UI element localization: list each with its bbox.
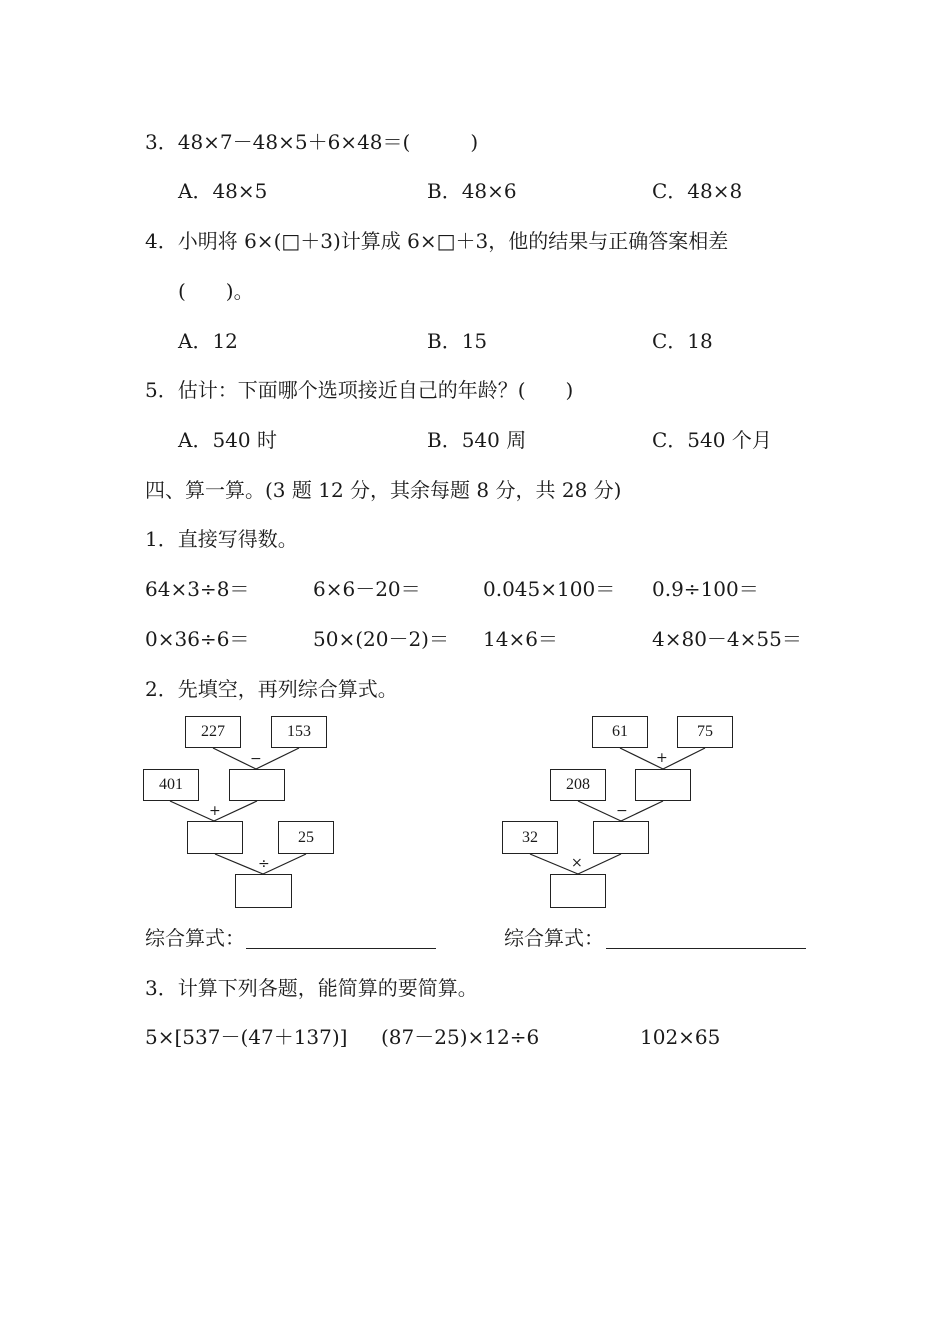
oral-calc-item: 14×6＝ <box>483 627 558 651</box>
tree-left-answer-box-3[interactable] <box>235 874 292 908</box>
tree-left-box-227: 227 <box>185 716 241 748</box>
tree-left-box-153: 153 <box>271 716 327 748</box>
oral-calc-item: 50×(20－2)＝ <box>313 627 449 651</box>
oral-calc-item: 6×6－20＝ <box>313 577 421 601</box>
tree-right-answer-box-2[interactable] <box>593 821 649 854</box>
tree-left-answer-box-1[interactable] <box>229 769 285 801</box>
section-title: 四、算一算。(3 题 12 分，其余每题 8 分，共 28 分) <box>145 478 622 502</box>
calc-item: 5×[537－(47＋137)] <box>145 1025 348 1049</box>
tree-right-box-75: 75 <box>677 716 733 748</box>
tree-left-box-401: 401 <box>143 769 199 801</box>
tree-right-box-208: 208 <box>550 769 606 801</box>
tree-left-box-25: 25 <box>278 821 334 854</box>
left-formula-answer-line[interactable] <box>246 928 436 949</box>
q4-stem-answer-blank: ( )。 <box>178 279 254 303</box>
tree-left-op-divide: ÷ <box>258 856 270 872</box>
oral-calc-item: 4×80－4×55＝ <box>652 627 802 651</box>
tree-right-answer-box-1[interactable] <box>635 769 691 801</box>
tree-right-box-32: 32 <box>502 821 558 854</box>
tree-right-op-minus: − <box>616 803 628 819</box>
oral-calc-item: 0×36÷6＝ <box>145 627 250 651</box>
tree-left-op-minus: − <box>250 751 262 767</box>
left-formula-label: 综合算式： <box>145 926 245 950</box>
q3-option-a[interactable]: A．48×5 <box>178 179 268 203</box>
q5-option-a[interactable]: A．540 时 <box>178 428 277 452</box>
calc-item: (87－25)×12÷6 <box>381 1025 540 1049</box>
q4-option-c[interactable]: C．18 <box>652 329 713 353</box>
tree-right-op-plus: + <box>656 750 668 766</box>
q3-option-c[interactable]: C．48×8 <box>652 179 743 203</box>
part1-title: 1．直接写得数。 <box>145 527 298 551</box>
part2-title: 2．先填空，再列综合算式。 <box>145 677 398 701</box>
calc-item: 102×65 <box>640 1025 721 1049</box>
tree-right-op-times: × <box>571 855 583 871</box>
q4-stem: 4．小明将 6×(□＋3)计算成 6×□＋3，他的结果与正确答案相差 <box>145 229 729 253</box>
q5-option-b[interactable]: B．540 周 <box>427 428 527 452</box>
q4-option-a[interactable]: A．12 <box>178 329 238 353</box>
q4-option-b[interactable]: B．15 <box>427 329 488 353</box>
oral-calc-item: 0.045×100＝ <box>483 577 616 601</box>
tree-left-op-plus: + <box>209 803 221 819</box>
q5-option-c[interactable]: C．540 个月 <box>652 428 772 452</box>
q3-option-b[interactable]: B．48×6 <box>427 179 517 203</box>
oral-calc-item: 64×3÷8＝ <box>145 577 250 601</box>
right-formula-answer-line[interactable] <box>606 928 806 949</box>
tree-right-answer-box-3[interactable] <box>550 874 606 908</box>
part3-title: 3．计算下列各题，能简算的要简算。 <box>145 976 478 1000</box>
tree-right-box-61: 61 <box>592 716 648 748</box>
right-formula-label: 综合算式： <box>504 926 604 950</box>
tree-left-answer-box-2[interactable] <box>187 821 243 854</box>
q5-stem: 5．估计：下面哪个选项接近自己的年龄？( ) <box>145 378 574 402</box>
q3-stem: 3．48×7－48×5＋6×48＝( ) <box>145 130 479 154</box>
oral-calc-item: 0.9÷100＝ <box>652 577 759 601</box>
